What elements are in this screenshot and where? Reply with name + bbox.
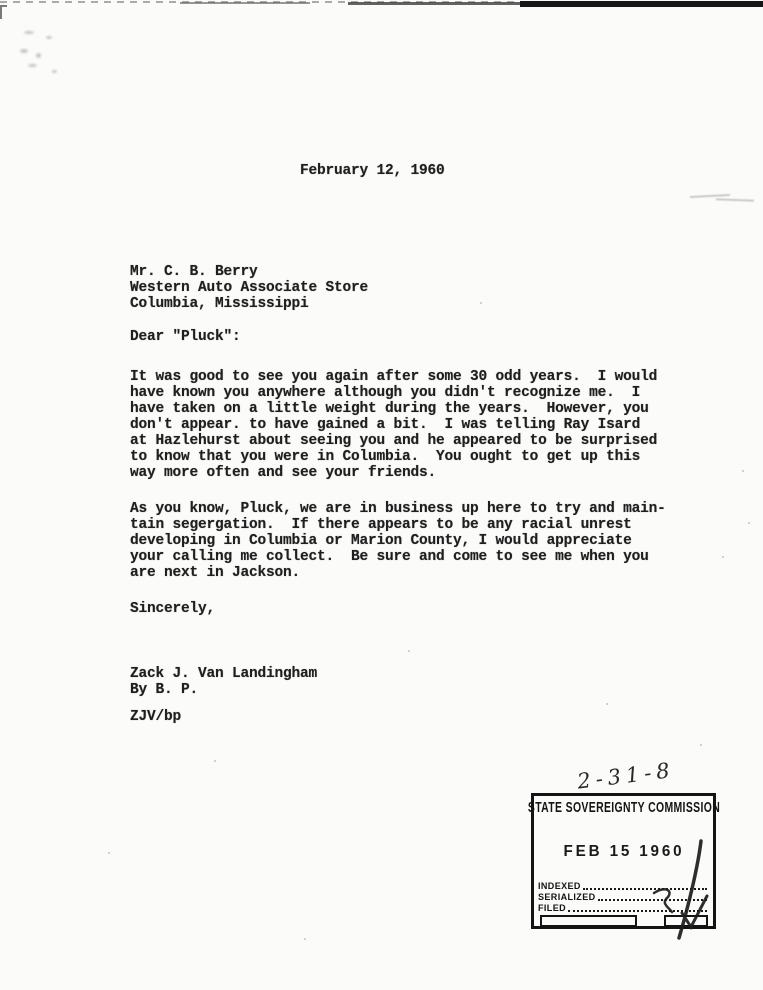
body-line: have known you anywhere although you didn't recognize me. I (130, 385, 641, 401)
body-line: It was good to see you again after some 30 odd years. I would (130, 369, 658, 385)
stamp-row-label: INDEXED (538, 881, 581, 891)
scan-noise (690, 194, 730, 198)
body-line: your calling me collect. Be sure and come to see me when you (130, 549, 649, 565)
scan-noise (214, 760, 216, 762)
scan-noise (606, 703, 608, 705)
body-line: don't appear. to have gained a bit. I was telling Ray Isard (130, 417, 641, 433)
scan-noise (304, 938, 306, 940)
letter-date: February 12, 1960 (300, 163, 445, 179)
scan-noise (742, 470, 744, 472)
scan-noise (52, 70, 57, 73)
body-line: are next in Jackson. (130, 565, 301, 581)
body-line: at Hazlehurst about seeing you and he appeared to be surprised (130, 433, 658, 449)
stamp-title: STATE SOVEREIGNTY COMMISSION (527, 800, 720, 816)
scan-noise (408, 650, 410, 652)
scan-noise (36, 53, 41, 58)
handwritten-file-number: 2-31-8 (575, 757, 676, 794)
body-line: tain segergation. If there appears to be any racial unrest (130, 517, 632, 533)
body-line: to know that you were in Columbia. You ought to get up this (130, 449, 641, 465)
signature-name: Zack J. Van Landingham (130, 666, 318, 682)
stamp-date: FEB 15 1960 (563, 843, 684, 860)
stamp-row-label: SERIALIZED (538, 892, 596, 902)
recipient-line: Columbia, Mississippi (130, 296, 309, 312)
scan-edge-artifact (0, 5, 7, 19)
body-line: As you know, Pluck, we are in business up here to try and main- (130, 501, 666, 517)
scan-noise (700, 744, 702, 746)
scan-noise (748, 522, 750, 524)
body-line: developing in Columbia or Marion County, I would appreciate (130, 533, 632, 549)
scan-noise (28, 64, 37, 67)
typist-initials: ZJV/bp (130, 709, 182, 725)
handwritten-checkmark (630, 830, 730, 945)
body-line: have taken on a little weight during the years. However, you (130, 401, 649, 417)
closing: Sincerely, (130, 601, 216, 617)
scan-edge-artifact (348, 2, 523, 5)
scan-noise (46, 36, 52, 39)
salutation: Dear "Pluck": (130, 329, 241, 345)
stamp-box-left (540, 915, 637, 927)
scan-noise (108, 852, 110, 854)
scan-edge-artifact (180, 2, 310, 4)
body-line: way more often and see your friends. (130, 465, 437, 481)
stamp-row-label: FILED (538, 903, 566, 913)
signature-by: By B. P. (130, 682, 199, 698)
scan-noise (480, 302, 482, 304)
recipient-line: Western Auto Associate Store (130, 280, 369, 296)
scan-noise (722, 556, 724, 558)
recipient-line: Mr. C. B. Berry (130, 264, 258, 280)
scan-edge-artifact (520, 1, 763, 7)
scan-noise (24, 31, 34, 34)
scan-noise (716, 198, 754, 201)
scan-noise (20, 49, 28, 53)
